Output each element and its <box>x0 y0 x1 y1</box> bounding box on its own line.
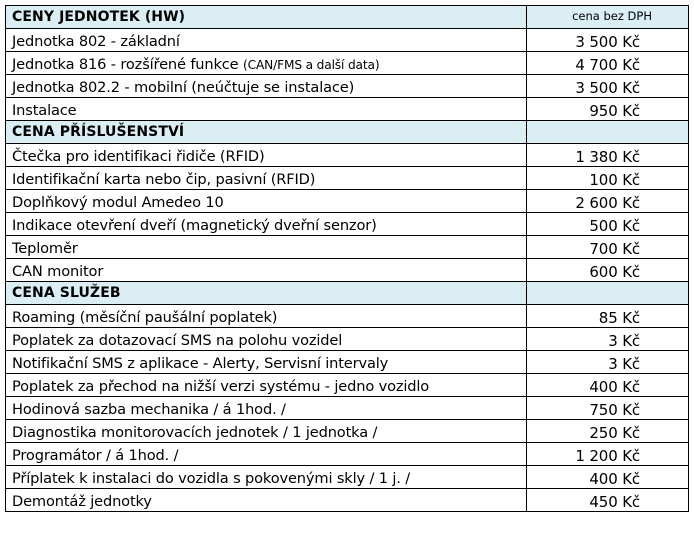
table-row <box>6 328 689 351</box>
item-label: Příplatek k instalaci do vozidla s pokovenými skly / 1 j. / <box>6 466 527 489</box>
item-price: 2 600 Kč <box>527 190 689 213</box>
item-price: 1 200 Kč <box>527 443 689 466</box>
table-row <box>6 374 689 397</box>
item-label: Jednotka 802 - základní <box>6 29 527 52</box>
item-label: Poplatek za dotazovací SMS na polohu vozidel <box>6 328 527 351</box>
price-list-table <box>5 5 689 512</box>
item-label: Notifikační SMS z aplikace - Alerty, Servisní intervaly <box>6 351 527 374</box>
price-note: cena bez DPH <box>527 6 689 29</box>
table-row <box>6 144 689 167</box>
item-price: 500 Kč <box>527 213 689 236</box>
item-price: 85 Kč <box>527 305 689 328</box>
item-price: 700 Kč <box>527 236 689 259</box>
table-row <box>6 98 689 121</box>
item-price: 450 Kč <box>527 489 689 512</box>
table-row <box>6 52 689 75</box>
table-row <box>6 489 689 512</box>
item-label: Indikace otevření dveří (magnetický dveřní senzor) <box>6 213 527 236</box>
item-price: 400 Kč <box>527 466 689 489</box>
item-price: 3 Kč <box>527 351 689 374</box>
item-price: 100 Kč <box>527 167 689 190</box>
item-price: 750 Kč <box>527 397 689 420</box>
item-label: Diagnostika monitorovacích jednotek / 1 jednotka / <box>6 420 527 443</box>
table-row <box>6 190 689 213</box>
item-label: Jednotka 816 - rozšířené funkce <box>12 56 239 73</box>
item-label: Instalace <box>6 98 527 121</box>
table-row <box>6 443 689 466</box>
table-row <box>6 466 689 489</box>
section-header-empty <box>527 121 689 144</box>
item-price: 3 500 Kč <box>527 29 689 52</box>
table-row <box>6 420 689 443</box>
item-label: Hodinová sazba mechanika / á 1hod. / <box>6 397 527 420</box>
table-row <box>6 236 689 259</box>
table-row <box>6 213 689 236</box>
item-label: Teploměr <box>6 236 527 259</box>
section-header-empty <box>527 282 689 305</box>
item-label: Programátor / á 1hod. / <box>6 443 527 466</box>
item-price: 250 Kč <box>527 420 689 443</box>
section-title: CENY JEDNOTEK (HW) <box>6 6 527 29</box>
table-row <box>6 259 689 282</box>
item-price: 950 Kč <box>527 98 689 121</box>
table-row <box>6 305 689 328</box>
item-label: Roaming (měsíční paušální poplatek) <box>6 305 527 328</box>
table-row <box>6 351 689 374</box>
item-price: 600 Kč <box>527 259 689 282</box>
section-header-services <box>6 282 689 305</box>
table-row <box>6 397 689 420</box>
item-label: Demontáž jednotky <box>6 489 527 512</box>
item-price: 1 380 Kč <box>527 144 689 167</box>
item-label: Doplňkový modul Amedeo 10 <box>6 190 527 213</box>
item-price: 3 500 Kč <box>527 75 689 98</box>
section-header-units <box>6 6 689 29</box>
section-title: CENA SLUŽEB <box>6 282 527 305</box>
item-label-cell <box>6 52 527 75</box>
item-price: 4 700 Kč <box>527 52 689 75</box>
table-row <box>6 167 689 190</box>
item-label-detail: (CAN/FMS a další data) <box>243 58 380 72</box>
item-label: Čtečka pro identifikaci řidiče (RFID) <box>6 144 527 167</box>
item-label: Identifikační karta nebo čip, pasivní (RFID) <box>6 167 527 190</box>
item-price: 400 Kč <box>527 374 689 397</box>
section-title: CENA PŘÍSLUŠENSTVÍ <box>6 121 527 144</box>
item-label: Jednotka 802.2 - mobilní (neúčtuje se instalace) <box>6 75 527 98</box>
item-label: Poplatek za přechod na nižší verzi systému - jedno vozidlo <box>6 374 527 397</box>
table-row <box>6 75 689 98</box>
item-price: 3 Kč <box>527 328 689 351</box>
section-header-accessories <box>6 121 689 144</box>
item-label: CAN monitor <box>6 259 527 282</box>
table-row <box>6 29 689 52</box>
